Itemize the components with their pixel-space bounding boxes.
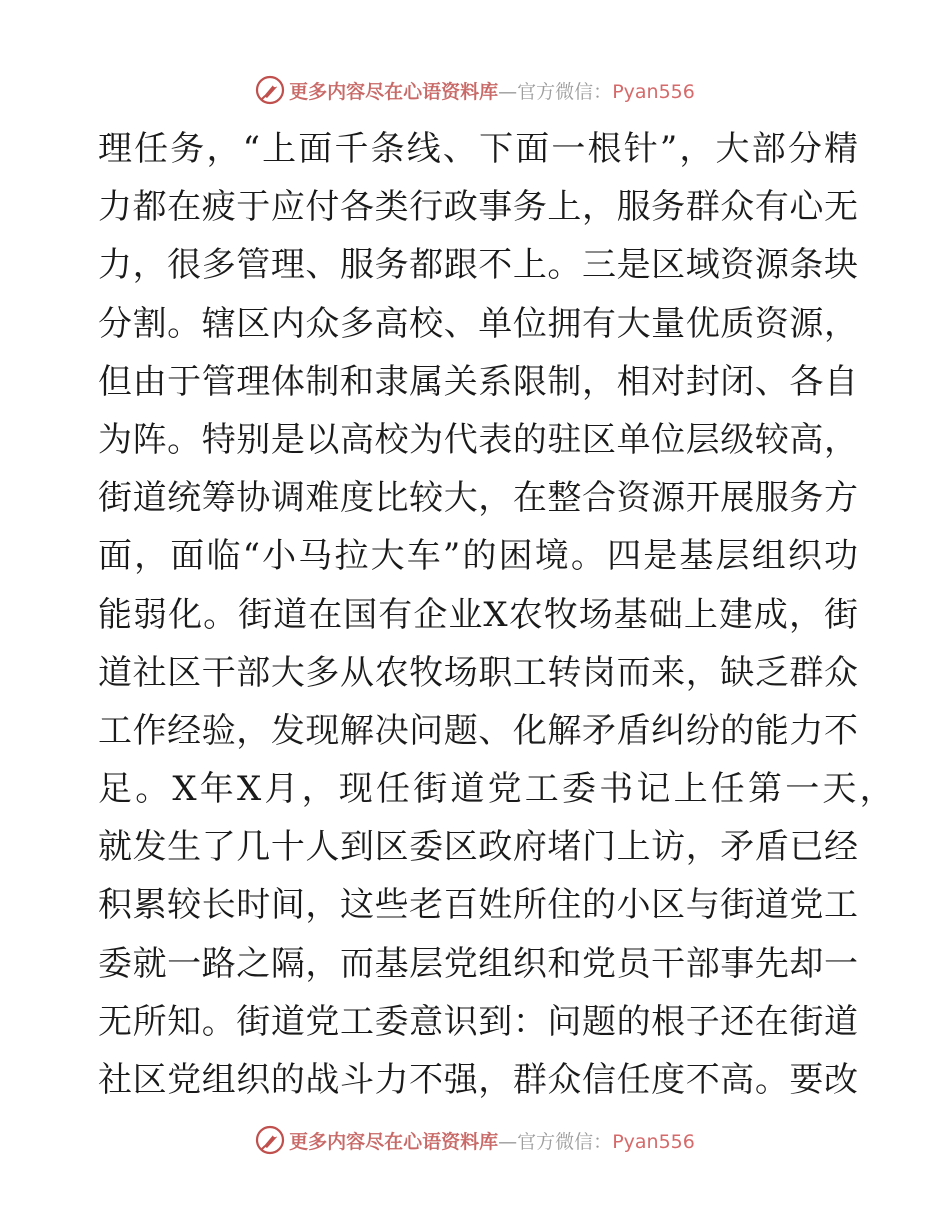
text-line: 道社区干部大多从农牧场职工转岗而来，缺乏群众 [98,652,858,693]
text-line: 面，面临“小马拉大车”的困境。四是基层组织功 [98,536,858,577]
text-line: 为阵。特别是以高校为代表的驻区单位层级较高， [98,419,858,460]
text-line: 无所知。街道党工委意识到：问题的根子还在街道 [98,1001,858,1042]
text-line: 能弱化。街道在国有企业X农牧场基础上建成，街 [98,594,858,635]
text-line: 理任务，“上面千条线、下面一根针”，大部分精 [98,129,858,169]
banner-separator: — [498,80,518,103]
banner-contact-label: 官方微信： [517,1130,613,1153]
banner-text [289,1127,695,1154]
banner-site-text: 更多内容尽在心语资料库 [289,80,499,103]
banner-contact-handle: Pyan556 [612,80,695,103]
text-line: 力都在疲于应付各类行政事务上，服务群众有心无 [98,187,858,228]
header-banner [0,70,950,110]
banner-contact-handle: Pyan556 [612,1130,695,1153]
text-line: 分割。辖区内众多高校、单位拥有大量优质资源， [98,303,858,344]
text-line: 街道统筹协调难度比较大，在整合资源开展服务方 [98,478,858,519]
pen-nib-icon [255,1125,285,1155]
banner-contact-label: 官方微信： [517,80,613,103]
banner-text [289,77,695,104]
text-line: 就发生了几十人到区委区政府堵门上访，矛盾已经 [98,827,858,868]
pen-nib-icon [255,75,285,105]
text-line: 委就一路之隔，而基层党组织和党员干部事先却一 [98,943,858,984]
document-body [98,120,897,1109]
text-line: 力，很多管理、服务都跟不上。三是区域资源条块 [98,245,858,286]
banner-separator: — [498,1130,518,1153]
banner-site-text: 更多内容尽在心语资料库 [289,1130,499,1153]
footer-banner [0,1120,950,1160]
text-line: 工作经验，发现解决问题、化解矛盾纠纷的能力不 [98,710,858,751]
text-line: 足。X年X月，现任街道党工委书记上任第一天， [98,769,897,810]
text-line: 社区党组织的战斗力不强，群众信任度不高。要改 [98,1060,858,1100]
text-line: 积累较长时间，这些老百姓所住的小区与街道党工 [98,885,858,926]
text-line: 但由于管理体制和隶属关系限制，相对封闭、各自 [98,361,858,402]
